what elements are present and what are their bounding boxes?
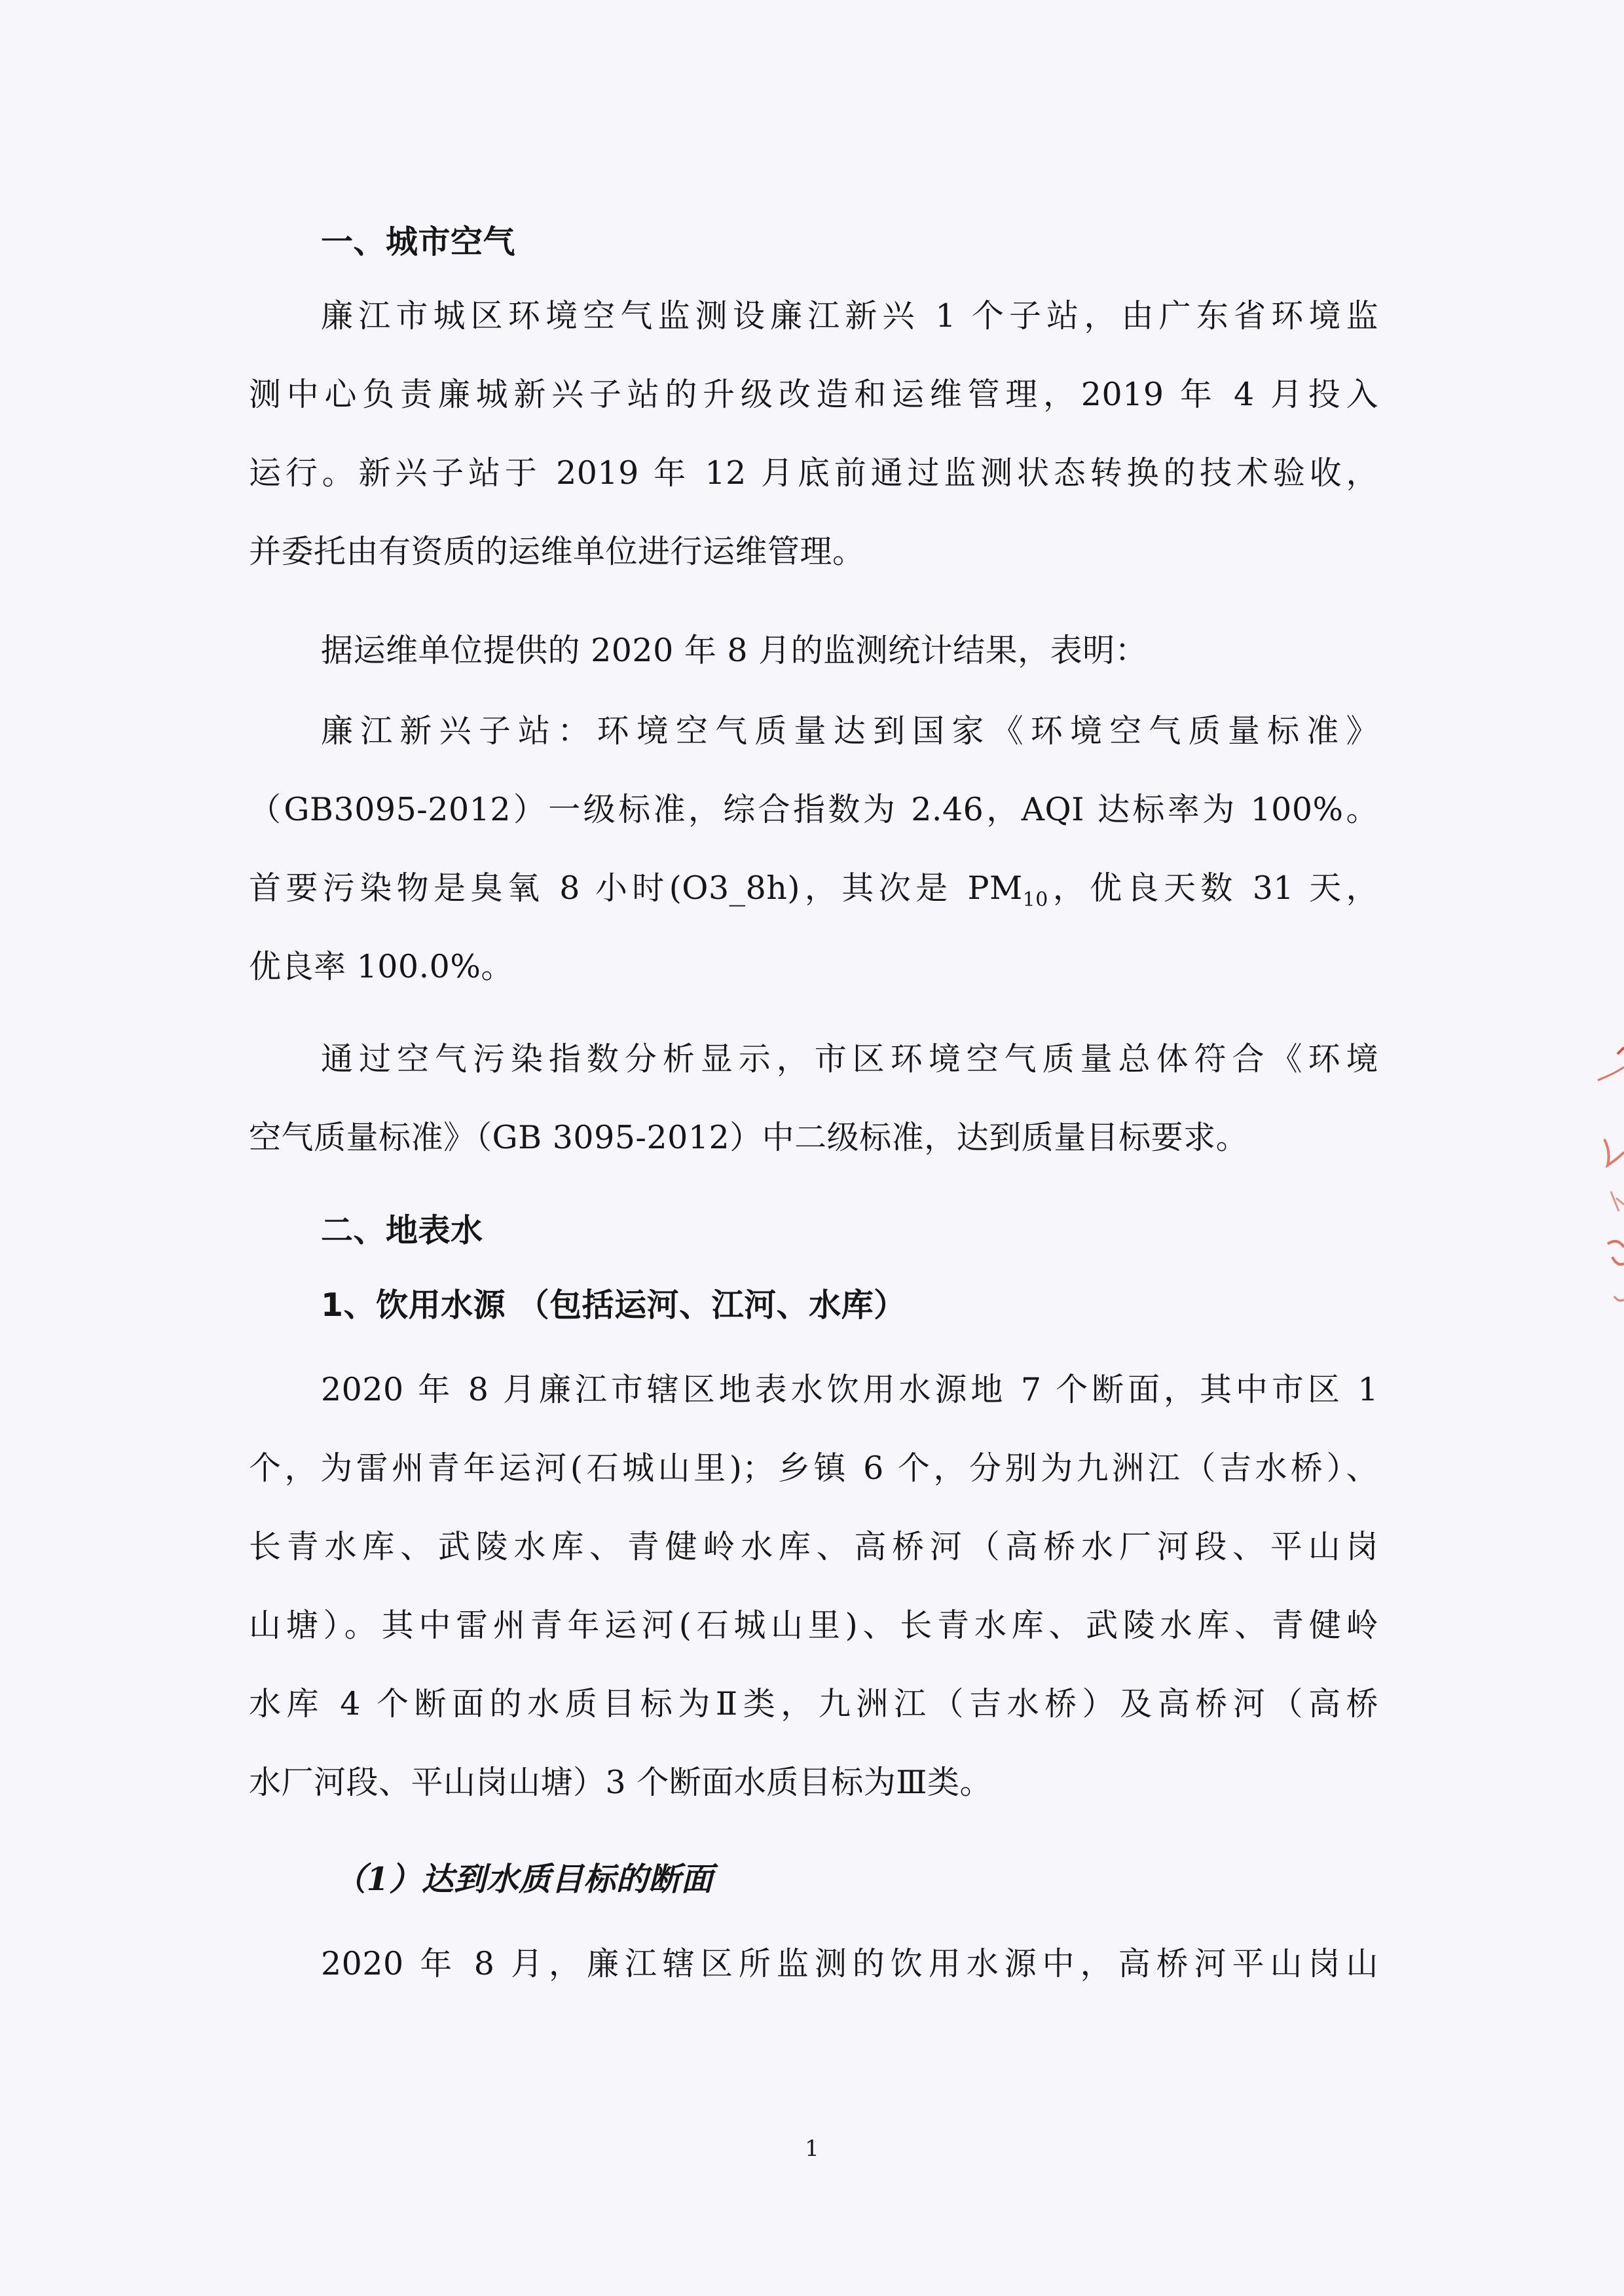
subsection-heading-italic: （1）达到水质目标的断面	[334, 1860, 714, 1898]
paragraph-line: 2020 年 8 月廉江市辖区地表水饮用水源地 7 个断面，其中市区 1	[321, 1371, 1378, 1408]
paragraph-line: 据运维单位提供的 2020 年 8 月的监测统计结果，表明：	[321, 632, 1148, 669]
paragraph-line: 2020 年 8 月，廉江辖区所监测的饮用水源中，高桥河平山岗山	[321, 1945, 1378, 1982]
paragraph-line: 空气质量标准》（GB 3095-2012）中二级标准，达到质量目标要求。	[249, 1119, 1249, 1156]
paragraph-line	[249, 867, 1378, 909]
section-heading-water: 二、地表水	[321, 1212, 483, 1249]
seal-stamp-edge	[1578, 1041, 1624, 1329]
paragraph-line: 廉江新兴子站：环境空气质量达到国家《环境空气质量标准》	[321, 712, 1378, 750]
paragraph-line: 水厂河段、平山岗山塘）3 个断面水质目标为Ⅲ类。	[249, 1764, 993, 1801]
paragraph-line: 测中心负责廉城新兴子站的升级改造和运维管理，2019 年 4 月投入	[249, 376, 1378, 413]
paragraph-line: 个，为雷州青年运河(石城山里)；乡镇 6 个，分别为九洲江（吉水桥）、	[249, 1449, 1378, 1487]
paragraph-line: （GB3095-2012）一级标准，综合指数为 2.46，AQI 达标率为 100%。	[249, 791, 1378, 828]
subsection-heading: 1、饮用水源 （包括运河、江河、水库）	[321, 1286, 906, 1324]
pm-subscript: 10	[1022, 888, 1048, 911]
text-segment: ，优良天数 31 天，	[1048, 869, 1378, 907]
paragraph-line: 运行。新兴子站于 2019 年 12 月底前通过监测状态转换的技术验收，	[249, 454, 1378, 492]
paragraph-line: 廉江市城区环境空气监测设廉江新兴 1 个子站，由广东省环境监	[321, 297, 1378, 335]
section-heading-air: 一、城市空气	[321, 223, 516, 261]
paragraph-line: 山塘）。其中雷州青年运河(石城山里)、长青水库、武陵水库、青健岭	[249, 1607, 1378, 1644]
paragraph-line: 优良率 100.0%。	[249, 948, 513, 985]
paragraph-line: 通过空气污染指数分析显示，市区环境空气质量总体符合《环境	[321, 1040, 1378, 1078]
paragraph-line: 长青水库、武陵水库、青健岭水库、高桥河（高桥水厂河段、平山岗	[249, 1528, 1378, 1565]
page-number: 1	[805, 2136, 819, 2162]
paragraph-line: 水库 4 个断面的水质目标为Ⅱ类，九洲江（吉水桥）及高桥河（高桥	[249, 1685, 1378, 1722]
text-segment: 首要污染物是臭氧 8 小时(O3_8h)，其次是 PM	[249, 869, 1023, 907]
paragraph-line: 并委托由有资质的运维单位进行运维管理。	[249, 533, 865, 570]
